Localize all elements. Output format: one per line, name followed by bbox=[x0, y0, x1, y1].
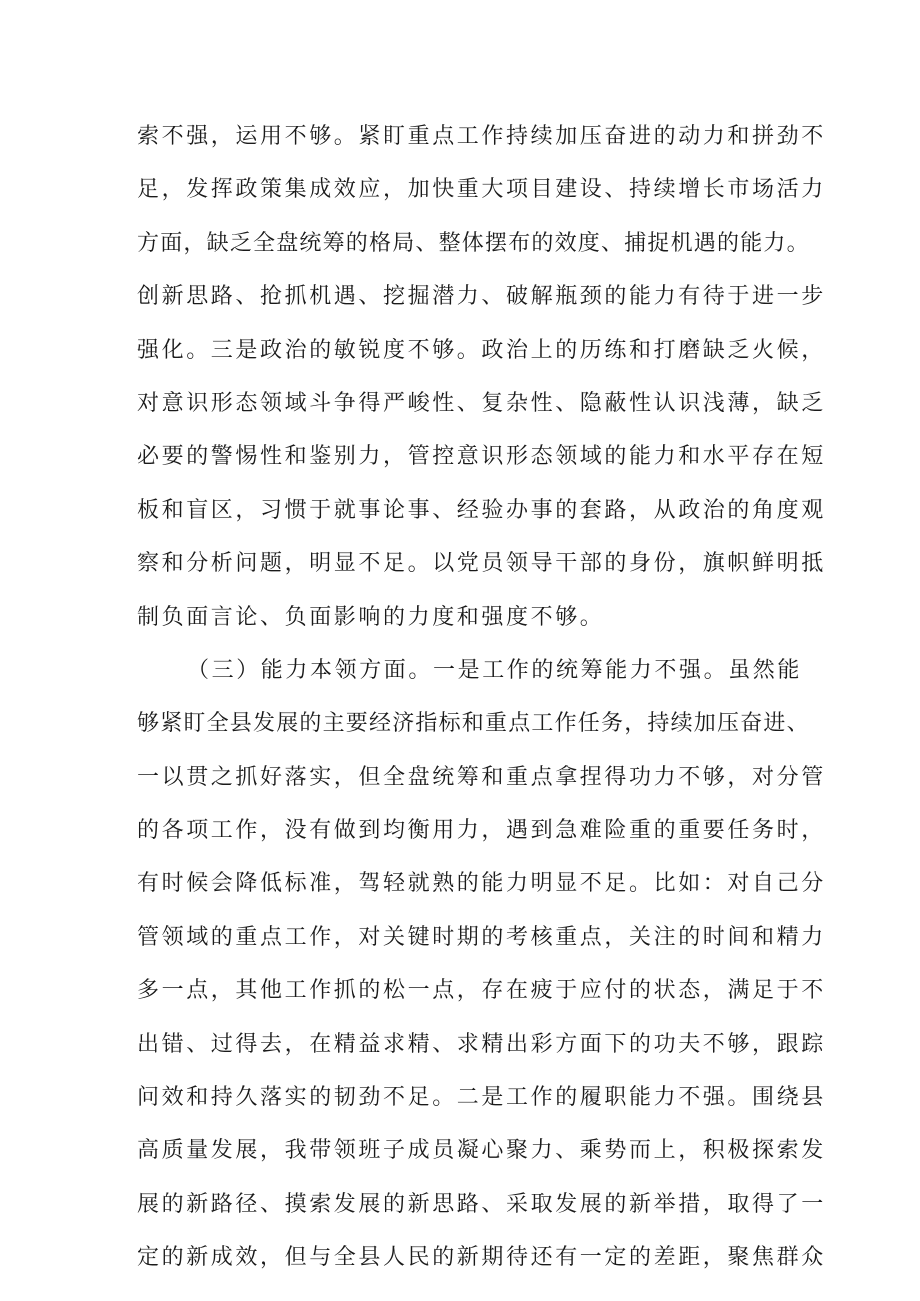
text-line: 多一点，其他工作抓的松一点，存在疲于应付的状态，满足于不 bbox=[137, 978, 826, 1004]
text-line: 定的新成效，但与全县人民的新期待还有一定的差距，聚焦群众 bbox=[137, 1245, 826, 1271]
text-line: 够紧盯全县发展的主要经济指标和重点工作任务，持续加压奋进、 bbox=[137, 711, 810, 737]
text-line: 必要的警惕性和鉴别力，管控意识形态领域的能力和水平存在短 bbox=[137, 444, 826, 470]
section-heading-line: （三）能力本领方面。一是工作的统筹能力不强。虽然能 bbox=[187, 657, 803, 683]
body-text bbox=[137, 110, 837, 1285]
text-line: 制负面言论、负面影响的力度和强度不够。 bbox=[137, 604, 605, 630]
text-line: 板和盲区，习惯于就事论事、经验办事的套路，从政治的角度观 bbox=[137, 497, 826, 523]
text-line: 方面，缺乏全盘统筹的格局、整体摆布的效度、捕捉机遇的能力。 bbox=[137, 230, 810, 256]
text-line: 管领域的重点工作，对关键时期的考核重点，关注的时间和精力 bbox=[137, 924, 826, 950]
text-line: 出错、过得去，在精益求精、求精出彩方面下的功夫不够，跟踪 bbox=[137, 1031, 826, 1057]
text-line: 足，发挥政策集成效应，加快重大项目建设、持续增长市场活力 bbox=[137, 177, 826, 203]
text-line: 察和分析问题，明显不足。以党员领导干部的身份，旗帜鲜明抵 bbox=[137, 551, 826, 577]
text-line: 索不强，运用不够。紧盯重点工作持续加压奋进的动力和拼劲不 bbox=[137, 124, 826, 149]
text-line: 一以贯之抓好落实，但全盘统筹和重点拿捏得功力不够，对分管 bbox=[137, 764, 826, 790]
text-line: 高质量发展，我带领班子成员凝心聚力、乘势而上，积极探索发 bbox=[137, 1138, 826, 1164]
text-line: 强化。三是政治的敏锐度不够。政治上的历练和打磨缺乏火候， bbox=[137, 337, 826, 363]
text-line: 有时候会降低标准，驾轻就熟的能力明显不足。比如：对自己分 bbox=[137, 871, 826, 897]
text-line: 创新思路、抢抓机遇、挖掘潜力、破解瓶颈的能力有待于进一步 bbox=[137, 284, 826, 310]
text-line: 的各项工作，没有做到均衡用力，遇到急难险重的重要任务时， bbox=[137, 818, 826, 844]
text-line: 对意识形态领域斗争得严峻性、复杂性、隐蔽性认识浅薄，缺乏 bbox=[137, 390, 826, 416]
text-line: 展的新路径、摸索发展的新思路、采取发展的新举措，取得了一 bbox=[137, 1191, 826, 1217]
text-line: 问效和持久落实的韧劲不足。二是工作的履职能力不强。围绕县 bbox=[137, 1085, 826, 1111]
